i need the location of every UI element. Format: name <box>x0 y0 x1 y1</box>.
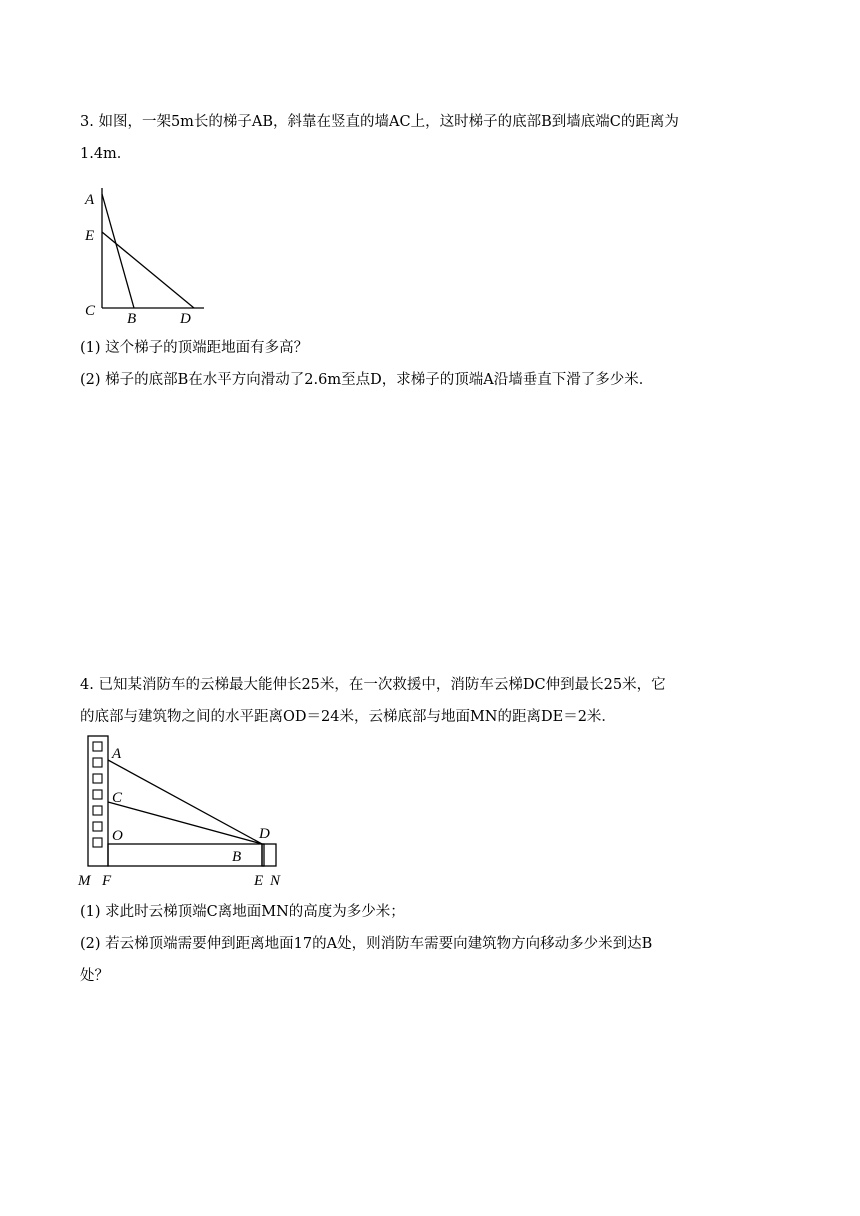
problem-4-question-2: (2) 若云梯顶端需要伸到距离地面17的A处，则消防车需要向建筑物方向移动多少米到达B <box>80 936 653 952</box>
label-c: C <box>85 303 96 319</box>
problem-4-figure <box>76 730 296 892</box>
problem-3-stem-line-2: 1.4m． <box>80 146 132 162</box>
problem-3-number: 3. <box>80 114 94 130</box>
label-a: A <box>112 746 122 762</box>
label-n: N <box>270 873 281 889</box>
problem-4-stem-line-1 <box>80 675 666 695</box>
ladder-ad <box>108 760 262 844</box>
problem-4-question-1: (1) 求此时云梯顶端C离地面MN的高度为多少米； <box>80 904 405 920</box>
building-windows <box>93 742 102 847</box>
ladder-cd <box>108 802 262 844</box>
label-o: O <box>112 828 123 844</box>
label-f: F <box>102 873 112 889</box>
problem-4-number: 4. <box>80 677 94 693</box>
problem-3-stem-line-1 <box>80 112 679 132</box>
label-c: C <box>112 790 123 806</box>
label-b: B <box>232 849 242 865</box>
ladder-ab <box>102 194 134 308</box>
ladder-ed <box>102 232 194 308</box>
problem-3-question-2: (2) 梯子的底部B在水平方向滑动了2.6m至点D，求梯子的顶端A沿墙垂直下滑了多少米． <box>80 372 654 388</box>
label-b: B <box>127 311 137 327</box>
label-e: E <box>85 228 95 244</box>
problem-4-stem-line-2: 的底部与建筑物之间的水平距离OD＝24米，云梯底部与地面MN的距离DE＝2米． <box>80 709 616 725</box>
label-d: D <box>180 311 191 327</box>
label-a: A <box>85 192 95 208</box>
problem-3-question-1: (1) 这个梯子的顶端距地面有多高？ <box>80 340 309 356</box>
problem-3-stem-text: 如图，一架5m长的梯子AB，斜靠在竖直的墙AC上，这时梯子的底部B到墙底端C的距离为 <box>98 114 679 130</box>
label-e: E <box>254 873 264 889</box>
label-m: M <box>78 873 91 889</box>
problem-4-stem-text: 已知某消防车的云梯最大能伸长25米，在一次救援中，消防车云梯DC伸到最长25米，它 <box>98 677 666 693</box>
problem-4-question-2-cont: 处？ <box>80 968 109 984</box>
problem-3-figure <box>80 180 220 330</box>
label-d: D <box>259 826 270 842</box>
